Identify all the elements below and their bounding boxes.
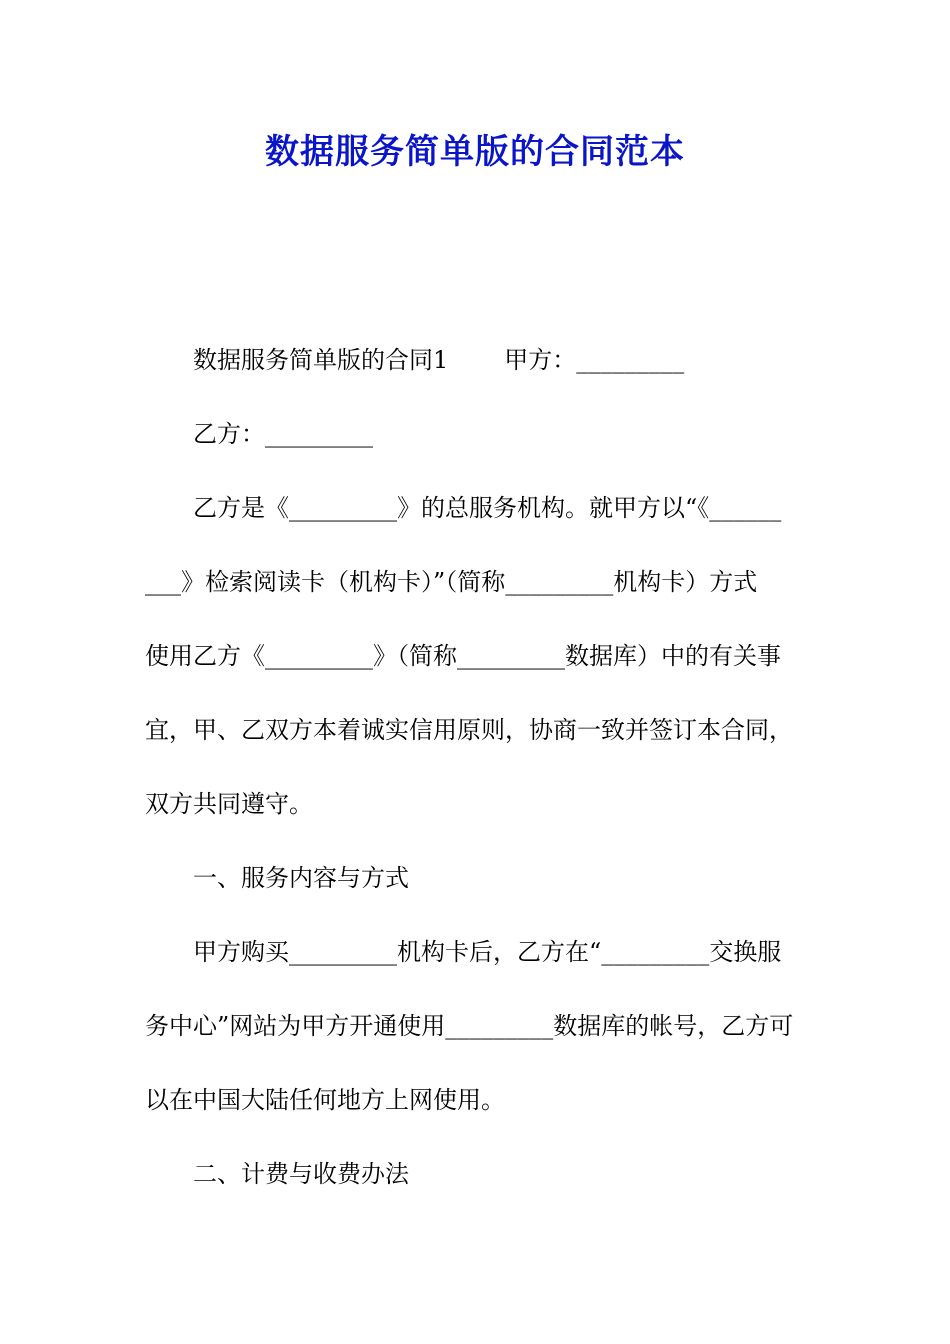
paragraph-line: ___》检索阅读卡（机构卡）”（简称_________机构卡）方式: [145, 568, 758, 596]
paragraph-line: 乙方：_________: [193, 420, 373, 448]
document-title: 数据服务简单版的合同范本: [265, 132, 685, 172]
document-body: [145, 331, 807, 1219]
contract-heading: 数据服务简单版的合同1: [193, 346, 449, 374]
paragraph-line: 乙方是《_________》的总服务机构。就甲方以“《______: [193, 494, 782, 522]
paragraph-line: 使用乙方《_________》（简称_________数据库）中的有关事: [145, 642, 781, 670]
paragraph-line: 双方共同遵守。: [145, 790, 313, 818]
section-heading: 二、计费与收费办法: [193, 1160, 409, 1188]
paragraph-line: 以在中国大陆任何地方上网使用。: [145, 1086, 505, 1114]
paragraph-line: 务中心”网站为甲方开通使用_________数据库的帐号，乙方可: [145, 1012, 794, 1040]
paragraph-line: 宜，甲、乙双方本着诚实信用原则，协商一致并签订本合同，: [145, 716, 793, 744]
section-heading: 一、服务内容与方式: [193, 864, 409, 892]
paragraph-line: [145, 331, 807, 405]
party-a-field: 甲方：_________: [504, 346, 685, 374]
paragraph-line: 甲方购买_________机构卡后，乙方在“_________交换服: [193, 938, 782, 966]
